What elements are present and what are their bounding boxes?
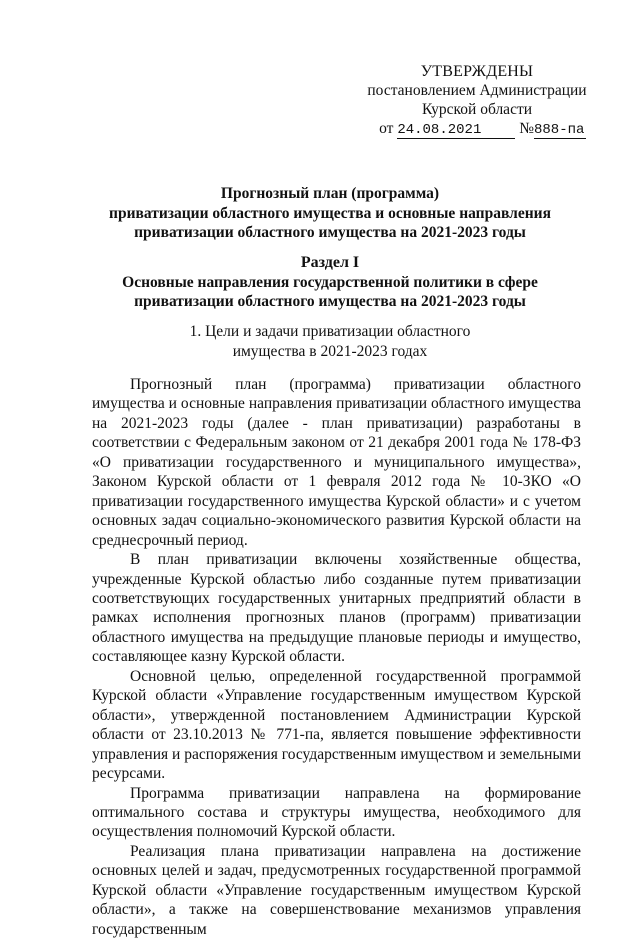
body-text — [92, 375, 581, 939]
date-prefix: от — [379, 120, 394, 137]
section-line-2: приватизации областного имущества на 2021-2023 годы — [134, 293, 526, 310]
title-line-1: Прогнозный план (программа) — [220, 185, 440, 202]
paragraph: Прогнозный план (программа) приватизации областного имущества и основные направления приватизации областного имущества на 2021-2023 годы (далее - план приватизации) разработаны в соответствии с Федеральным законом от 21 декабря 2001 года № 178-ФЗ «О приватизации государственного и муниципального имущества», Законом Курской области от 1 февраля 2012 года № 10-ЗКО «О приватизации государственного имущества Курской области» и с учетом основных задач социально-экономического развития Курской области на среднесрочный период. — [92, 376, 581, 549]
approval-title: УТВЕРЖДЕНЫ — [420, 63, 534, 80]
number-prefix: № — [519, 120, 534, 137]
paragraph: В план приватизации включены хозяйственные общества, учрежденные Курской областью либо созданные путем приватизации соответствующих государственных унитарных предприятий области в рамках исполнения прогнозных планов (программ) приватизации областного имущества на предыдущие плановые периоды и имущество, составляющее казну Курской области. — [92, 551, 581, 666]
subsection-line-1: 1. Цели и задачи приватизации областного — [189, 323, 471, 340]
paragraph: Основной целью, определенной государственной программой Курской области «Управление государственным имуществом Курской области», утвержденной постановлением Администрации Курской области от 23.10.2013 № 771-па, является повышение эффективности управления и распоряжения государственным имуществом и земельными ресурсами. — [92, 667, 581, 783]
paragraph: Программа приватизации направлена на формирование оптимального состава и структуры имущества, необходимого для осуществления полномочий Курской области. — [92, 784, 581, 841]
subsection-heading — [60, 322, 600, 361]
approval-line-2: Курской области — [421, 101, 533, 118]
title-line-3: приватизации областного имущества на 2021-2023 годы — [134, 224, 526, 241]
approval-stamp — [362, 62, 592, 139]
approval-line-1: постановлением Администрации — [367, 82, 587, 99]
section-number: Раздел I — [300, 254, 360, 271]
paragraph: Реализация плана приватизации направлена на достижение основных целей и задач, предусмотренных государственной программой Курской области «Управление государственным имуществом Курской области», а также на совершенствование механизмов управления государственным — [92, 842, 581, 938]
subsection-line-2: имущества в 2021-2023 годах — [232, 342, 428, 360]
section-line-1: Основные направления государственной политики в сфере — [122, 273, 538, 291]
approval-date-number-line — [362, 119, 592, 139]
document-title — [60, 184, 600, 243]
title-line-2: приватизации областного имущества и основные направления — [109, 204, 551, 222]
approval-date: 24.08.2021 — [397, 123, 515, 139]
approval-number: 888-па — [534, 122, 585, 138]
section-heading — [60, 253, 600, 312]
